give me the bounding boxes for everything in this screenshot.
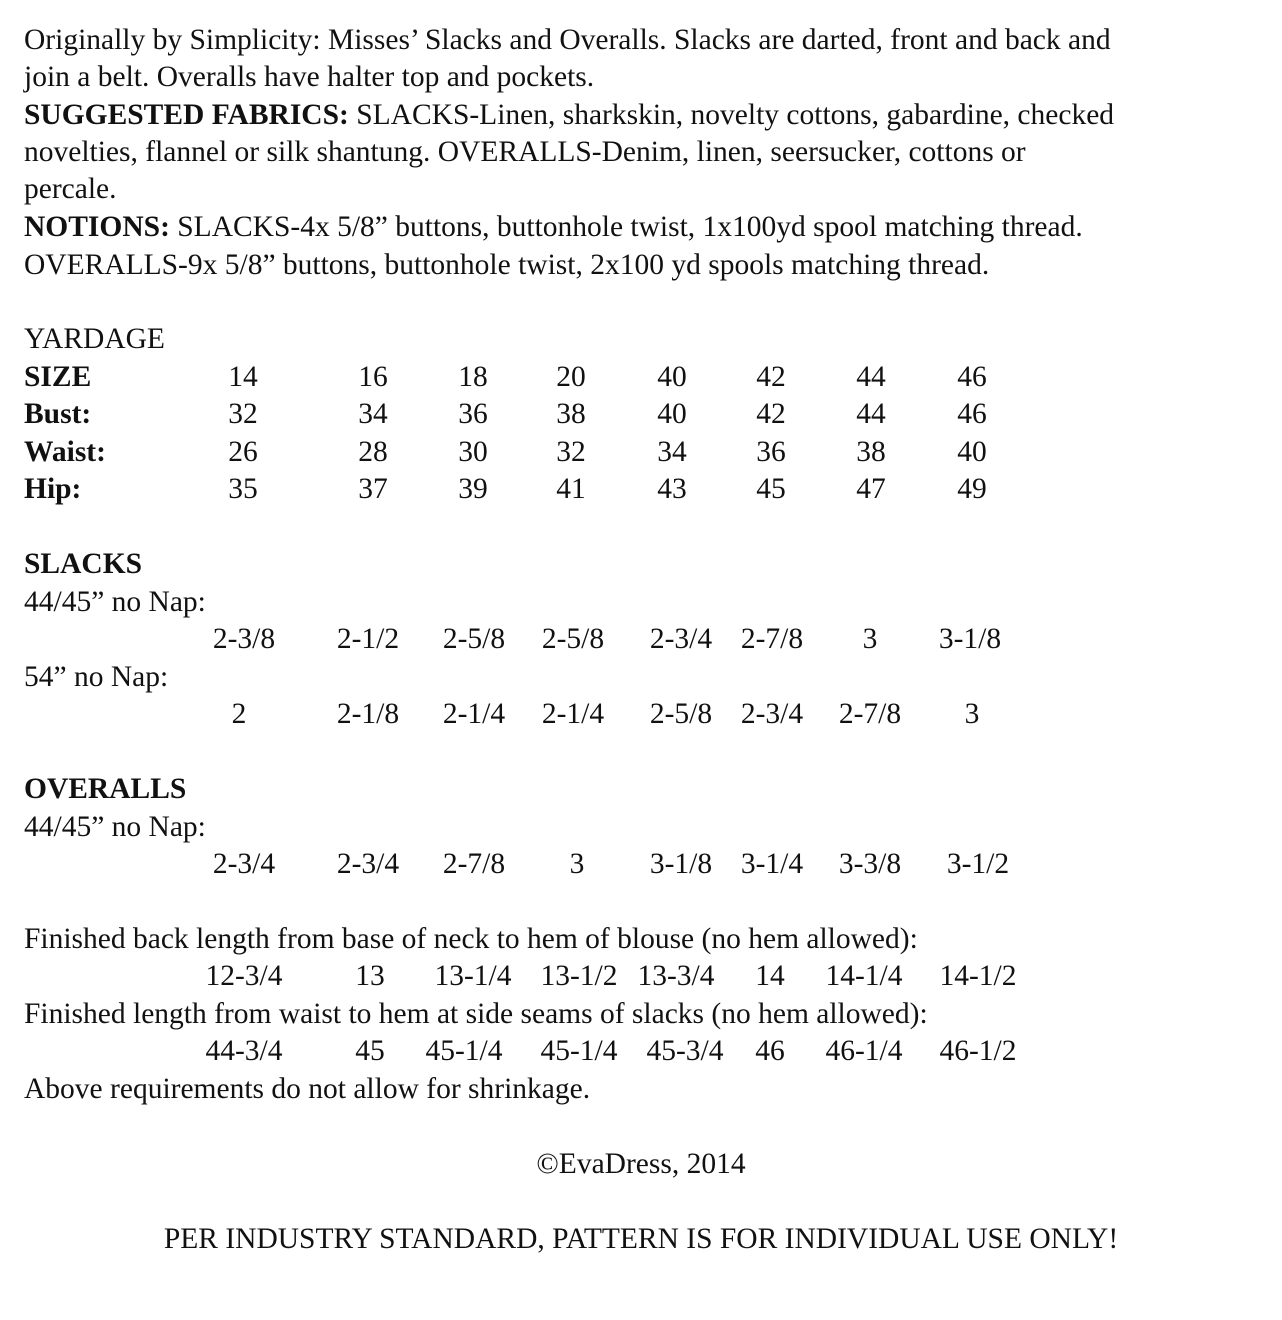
yardage-cell-row1-1: 34	[358, 398, 388, 430]
usage-notice: PER INDUSTRY STANDARD, PATTERN IS FOR INDIVIDUAL USE ONLY!	[163, 1223, 1119, 1255]
overalls-44-value-7: 3-1/2	[946, 848, 1010, 880]
overalls-44-value-3: 3	[569, 848, 585, 880]
back-length-value-5: 14	[755, 960, 785, 992]
overalls-fabric1-label: 44/45” no Nap:	[24, 811, 206, 843]
notions-line-2: OVERALLS-9x 5/8” buttons, buttonhole twist, 2x100 yd spools matching thread.	[24, 249, 990, 281]
fabrics-label: SUGGESTED FABRICS:	[24, 99, 349, 131]
overalls-heading: OVERALLS	[24, 773, 187, 805]
back-length-value-3: 13-1/2	[540, 960, 618, 992]
finished-side-label: Finished length from waist to hem at side seams of slacks (no hem allowed):	[24, 998, 928, 1030]
back-length-value-7: 14-1/2	[939, 960, 1017, 992]
yardage-cell-row0-4: 40	[657, 361, 687, 393]
yardage-cell-row2-5: 36	[756, 436, 786, 468]
yardage-cell-row1-4: 40	[657, 398, 687, 430]
size-row-label: SIZE	[24, 361, 92, 393]
hip-row-label: Hip:	[24, 473, 82, 505]
slacks-44-value-1: 2-1/2	[336, 623, 400, 655]
yardage-cell-row3-6: 47	[856, 473, 886, 505]
slacks-44-value-7: 3-1/8	[938, 623, 1002, 655]
slacks-54-value-1: 2-1/8	[336, 698, 400, 730]
fabrics-line-3: percale.	[24, 173, 117, 205]
slacks-44-value-0: 2-3/8	[212, 623, 276, 655]
yardage-cell-row3-2: 39	[458, 473, 488, 505]
yardage-cell-row3-4: 43	[657, 473, 687, 505]
slacks-54-value-6: 2-7/8	[838, 698, 902, 730]
yardage-cell-row2-7: 40	[957, 436, 987, 468]
slacks-44-value-2: 2-5/8	[442, 623, 506, 655]
yardage-cell-row3-0: 35	[228, 473, 258, 505]
fabrics-text: SLACKS-Linen, sharkskin, novelty cottons, gabardine, checked	[348, 99, 1115, 131]
yardage-cell-row3-5: 45	[756, 473, 786, 505]
back-length-value-6: 14-1/4	[825, 960, 903, 992]
shrinkage-note: Above requirements do not allow for shrinkage.	[24, 1073, 591, 1105]
overalls-44-value-2: 2-7/8	[442, 848, 506, 880]
back-length-value-0: 12-3/4	[205, 960, 283, 992]
back-length-value-4: 13-3/4	[637, 960, 715, 992]
slacks-54-value-2: 2-1/4	[442, 698, 506, 730]
slacks-54-value-4: 2-5/8	[649, 698, 713, 730]
slacks-fabric2-label: 54” no Nap:	[24, 661, 169, 693]
overalls-44-value-1: 2-3/4	[336, 848, 400, 880]
side-length-value-4: 45-3/4	[646, 1035, 724, 1067]
yardage-cell-row0-0: 14	[228, 361, 258, 393]
intro-line-2: join a belt. Overalls have halter top and pockets.	[24, 61, 595, 93]
slacks-fabric1-label: 44/45” no Nap:	[24, 586, 206, 618]
yardage-cell-row0-2: 18	[458, 361, 488, 393]
yardage-cell-row3-1: 37	[358, 473, 388, 505]
slacks-54-value-3: 2-1/4	[541, 698, 605, 730]
yardage-cell-row2-4: 34	[657, 436, 687, 468]
waist-row-label: Waist:	[24, 436, 106, 468]
notions-text: SLACKS-4x 5/8” buttons, buttonhole twist, 1x100yd spool matching thread.	[169, 211, 1083, 243]
overalls-44-value-6: 3-3/8	[838, 848, 902, 880]
slacks-54-value-5: 2-3/4	[740, 698, 804, 730]
yardage-cell-row3-7: 49	[957, 473, 987, 505]
overalls-44-value-0: 2-3/4	[212, 848, 276, 880]
side-length-value-5: 46	[755, 1035, 785, 1067]
side-length-value-6: 46-1/4	[825, 1035, 903, 1067]
yardage-cell-row0-7: 46	[957, 361, 987, 393]
slacks-54-value-0: 2	[231, 698, 247, 730]
notions-line-1	[24, 209, 1083, 246]
side-length-value-1: 45	[355, 1035, 385, 1067]
yardage-cell-row2-0: 26	[228, 436, 258, 468]
side-length-value-2: 45-1/4	[425, 1035, 503, 1067]
side-length-value-0: 44-3/4	[205, 1035, 283, 1067]
slacks-44-value-5: 2-7/8	[740, 623, 804, 655]
bust-row-label: Bust:	[24, 398, 92, 430]
yardage-cell-row1-6: 44	[856, 398, 886, 430]
intro-line-1: Originally by Simplicity: Misses’ Slacks and Overalls. Slacks are darted, front and back and	[24, 24, 1111, 56]
slacks-44-value-3: 2-5/8	[541, 623, 605, 655]
yardage-cell-row3-3: 41	[556, 473, 586, 505]
yardage-cell-row2-2: 30	[458, 436, 488, 468]
yardage-cell-row1-7: 46	[957, 398, 987, 430]
yardage-cell-row2-6: 38	[856, 436, 886, 468]
slacks-44-value-6: 3	[862, 623, 878, 655]
back-length-value-2: 13-1/4	[434, 960, 512, 992]
fabrics-line-2: novelties, flannel or silk shantung. OVERALLS-Denim, linen, seersucker, cottons or	[24, 136, 1026, 168]
overalls-44-value-5: 3-1/4	[740, 848, 804, 880]
back-length-value-1: 13	[355, 960, 385, 992]
yardage-cell-row2-3: 32	[556, 436, 586, 468]
side-length-value-7: 46-1/2	[939, 1035, 1017, 1067]
yardage-cell-row1-0: 32	[228, 398, 258, 430]
slacks-44-value-4: 2-3/4	[649, 623, 713, 655]
slacks-heading: SLACKS	[24, 548, 143, 580]
yardage-heading: YARDAGE	[24, 323, 165, 355]
yardage-cell-row0-1: 16	[358, 361, 388, 393]
notions-label: NOTIONS:	[24, 211, 170, 243]
fabrics-line-1	[24, 97, 1114, 134]
slacks-54-value-7: 3	[964, 698, 980, 730]
overalls-44-value-4: 3-1/8	[649, 848, 713, 880]
yardage-cell-row1-5: 42	[756, 398, 786, 430]
yardage-cell-row1-2: 36	[458, 398, 488, 430]
yardage-cell-row1-3: 38	[556, 398, 586, 430]
yardage-cell-row0-3: 20	[556, 361, 586, 393]
finished-back-label: Finished back length from base of neck to hem of blouse (no hem allowed):	[24, 923, 918, 955]
yardage-cell-row2-1: 28	[358, 436, 388, 468]
copyright: ©EvaDress, 2014	[536, 1148, 746, 1180]
yardage-cell-row0-6: 44	[856, 361, 886, 393]
yardage-cell-row0-5: 42	[756, 361, 786, 393]
side-length-value-3: 45-1/4	[540, 1035, 618, 1067]
